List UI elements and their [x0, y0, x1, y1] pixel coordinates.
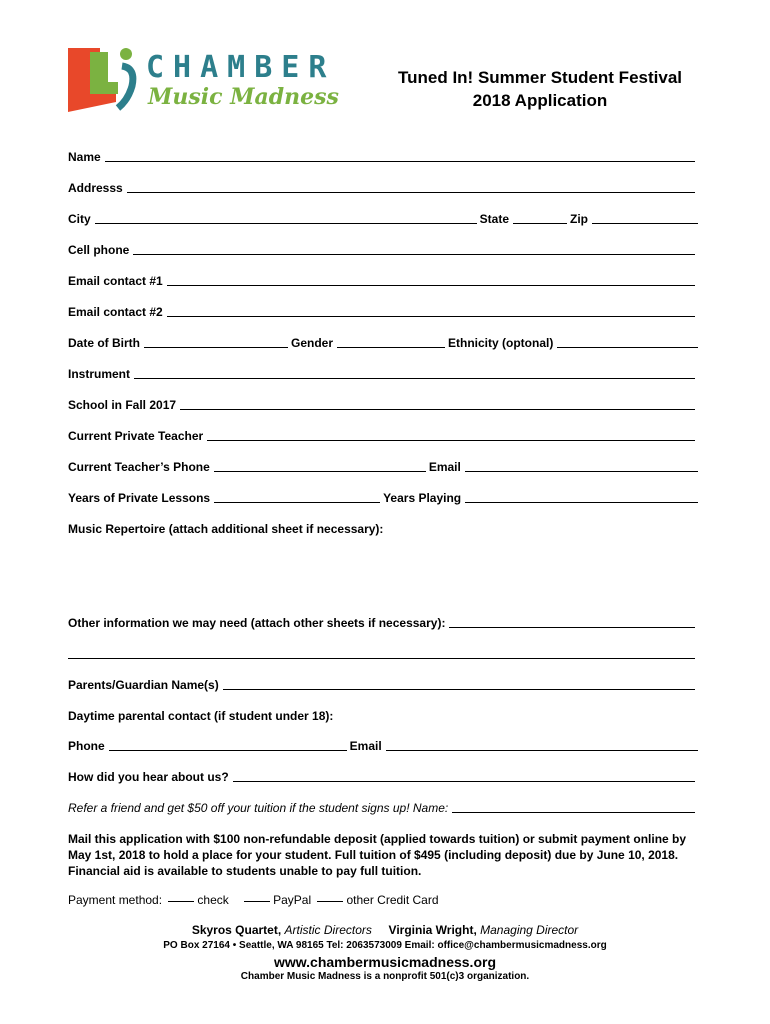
- footer-address: PO Box 27164 • Seattle, WA 98165 Tel: 2063573009 Email: office@chambermusicmadness.org: [163, 940, 607, 951]
- school-label: School in Fall 2017: [68, 398, 177, 412]
- zip-label: Zip: [570, 212, 588, 226]
- city-field[interactable]: [95, 223, 477, 224]
- cell-phone-row: [68, 241, 698, 257]
- check-blank[interactable]: [168, 901, 194, 902]
- payment-label: Payment method:: [68, 893, 163, 907]
- payment-option-check: check: [197, 893, 229, 907]
- years-lessons-field[interactable]: [214, 502, 380, 503]
- gender-label: Gender: [291, 336, 334, 350]
- instrument-row: [68, 365, 698, 381]
- footer-nonprofit: Chamber Music Madness is a nonprofit 501(c)3 organization.: [240, 971, 530, 982]
- repertoire-area[interactable]: [68, 540, 698, 608]
- parents-field[interactable]: [223, 689, 695, 690]
- cell-phone-label: Cell phone: [68, 243, 130, 257]
- address-label: Addresss: [68, 181, 123, 195]
- how-hear-row: [68, 768, 698, 784]
- manager-name: Virginia Wright,: [388, 923, 477, 937]
- how-hear-field[interactable]: [233, 781, 695, 782]
- other-info-row-2: [68, 645, 698, 661]
- address-field[interactable]: [127, 192, 695, 193]
- refer-row: [68, 799, 698, 815]
- name-field[interactable]: [105, 161, 695, 162]
- parents-label: Parents/Guardian Name(s): [68, 678, 219, 692]
- teacher-phone-row: [68, 458, 698, 474]
- parent-email-field[interactable]: [386, 750, 698, 751]
- logo-text-chamber: CHAMBER: [146, 50, 336, 85]
- dob-row: [68, 334, 698, 350]
- title-line-2: 2018 Application: [472, 91, 608, 110]
- parent-phone-field[interactable]: [109, 750, 347, 751]
- city-label: City: [68, 212, 91, 226]
- manager-role: Managing Director: [480, 923, 579, 937]
- payment-method-row: [68, 893, 439, 907]
- zip-field[interactable]: [592, 223, 698, 224]
- mail-instructions: Mail this application with $100 non-refundable deposit (applied towards tuition) or submit payment online by May 1st, 2018 to hold a place for your student. Full tuition of $495 (including deposit) due by June 10, 2018. Financial aid is available to students unable to pay full tuition.: [68, 832, 687, 878]
- parent-phone-label: Phone: [68, 739, 105, 753]
- paypal-blank[interactable]: [244, 901, 270, 902]
- email2-field[interactable]: [167, 316, 695, 317]
- dob-field[interactable]: [144, 347, 288, 348]
- directors-line: [0, 923, 770, 937]
- teacher-phone-field[interactable]: [214, 471, 426, 472]
- city-row: [68, 210, 698, 226]
- parents-row: [68, 676, 698, 692]
- title-line-1: Tuned In! Summer Student Festival: [398, 68, 682, 87]
- other-info-field-2[interactable]: [68, 658, 695, 659]
- school-row: [68, 396, 698, 412]
- other-info-field[interactable]: [449, 627, 695, 628]
- parent-phone-row: [68, 737, 698, 753]
- chamber-music-madness-logo: [66, 44, 339, 116]
- logo-text-music-madness: Music Madness: [148, 84, 339, 110]
- directors-name: Skyros Quartet,: [191, 923, 282, 937]
- name-label: Name: [68, 150, 101, 164]
- teacher-row: [68, 427, 698, 443]
- payment-option-credit-card: other Credit Card: [346, 893, 439, 907]
- credit-card-blank[interactable]: [317, 901, 343, 902]
- years-row: [68, 489, 698, 505]
- instrument-field[interactable]: [134, 378, 695, 379]
- email1-field[interactable]: [167, 285, 695, 286]
- instrument-label: Instrument: [68, 367, 131, 381]
- address-row: [68, 179, 698, 195]
- state-field[interactable]: [513, 223, 567, 224]
- dob-label: Date of Birth: [68, 336, 140, 350]
- email2-row: [68, 303, 698, 319]
- ethnicity-label: Ethnicity (optonal): [448, 336, 554, 350]
- years-playing-label: Years Playing: [383, 491, 462, 505]
- years-playing-field[interactable]: [465, 502, 698, 503]
- ethnicity-field[interactable]: [557, 347, 698, 348]
- gender-field[interactable]: [337, 347, 445, 348]
- repertoire-row: [68, 520, 698, 536]
- email2-label: Email contact #2: [68, 305, 163, 319]
- teacher-phone-label: Current Teacher’s Phone: [68, 460, 210, 474]
- teacher-field[interactable]: [207, 440, 695, 441]
- teacher-label: Current Private Teacher: [68, 429, 204, 443]
- payment-option-paypal: PayPal: [273, 893, 312, 907]
- page-title: [370, 66, 710, 112]
- directors-role: Artistic Directors: [284, 923, 372, 937]
- cell-phone-field[interactable]: [133, 254, 695, 255]
- footer-website[interactable]: www.chambermusicmadness.org: [274, 954, 496, 970]
- daytime-contact-row: [68, 707, 698, 723]
- other-info-row: [68, 614, 698, 630]
- teacher-email-label: Email: [428, 460, 461, 474]
- name-row: [68, 148, 698, 164]
- teacher-email-field[interactable]: [465, 471, 698, 472]
- daytime-contact-label: Daytime parental contact (if student under 18):: [68, 709, 334, 723]
- refer-label: Refer a friend and get $50 off your tuition if the student signs up! Name:: [68, 801, 449, 815]
- years-lessons-label: Years of Private Lessons: [68, 491, 211, 505]
- email1-label: Email contact #1: [68, 274, 163, 288]
- how-hear-label: How did you hear about us?: [68, 770, 229, 784]
- school-field[interactable]: [180, 409, 695, 410]
- state-label: State: [479, 212, 509, 226]
- other-info-label: Other information we may need (attach other sheets if necessary):: [68, 616, 446, 630]
- email1-row: [68, 272, 698, 288]
- parent-email-label: Email: [349, 739, 382, 753]
- refer-field[interactable]: [452, 812, 695, 813]
- repertoire-label: Music Repertoire (attach additional sheet if necessary):: [68, 522, 384, 536]
